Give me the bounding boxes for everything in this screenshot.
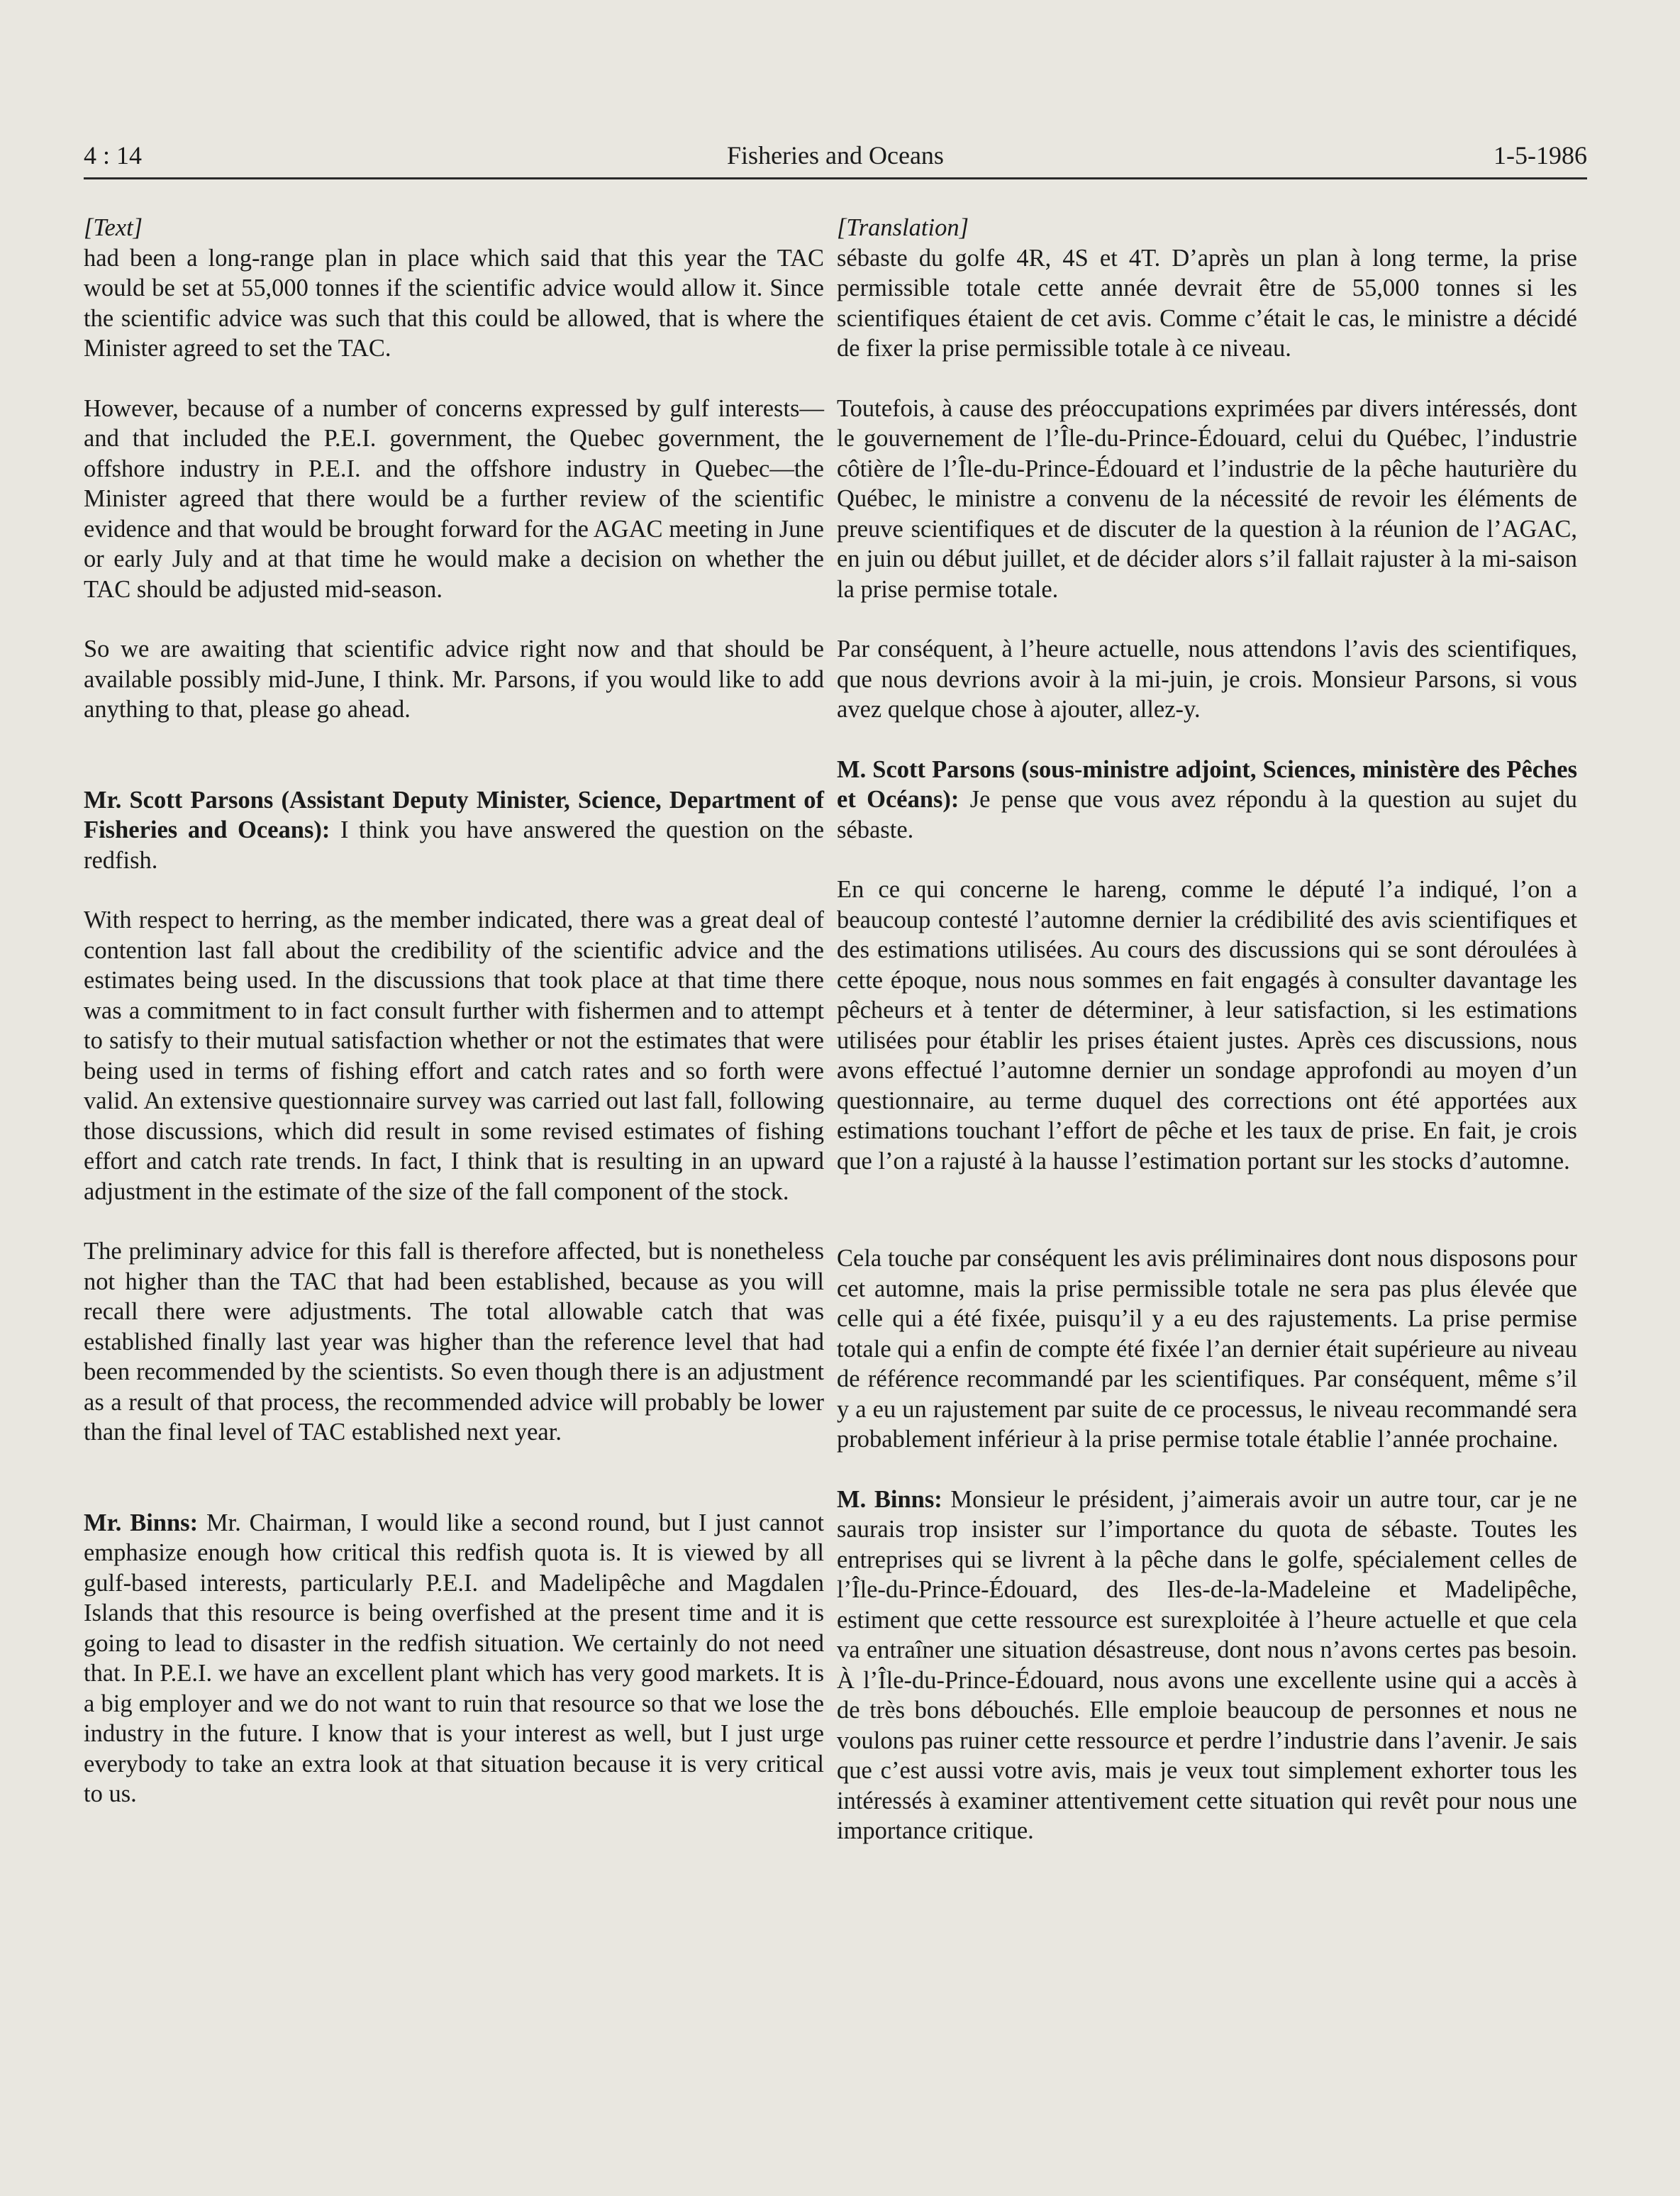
paragraph: Par conséquent, à l’heure actuelle, nous attendons l’avis des scientifiques, que nous devrions avoir à la mi-juin, je crois. Monsieur Parsons, si vous avez quelque chose à ajouter, allez-y.	[837, 636, 1577, 723]
speech-text: I think you have answered the question on the redfish.	[84, 816, 825, 874]
issue-date: 1-5-1986	[1493, 141, 1587, 170]
speaker-name: M. Binns:	[837, 1485, 942, 1513]
speaker-name: Mr. Binns:	[84, 1509, 199, 1536]
speech-text: Monsieur le président, j’aimerais avoir un autre tour, car je ne saurais trop insister sur l’importance du quota de sébaste. Toutes les entreprises qui se livrent à la pêche dans le golfe, spécialement celles de l’Île-du-Prince-Édouard, des Iles-de-la-Madeleine et Madelipêche, estiment que cette ressource est surexploitée à l’heure actuelle et que cela va entraîner une situation désastreuse, dont nous n’avons certes pas besoin. À l’Île-du-Prince-Édouard, nous avons une excellente usine qui a accès à de très bons débouchés. Elle emploie beaucoup de personnes et nous ne voulons pas ruiner cette ressource et perdre l’industrie dans l’avenir. Je sais que c’est aussi votre avis, mais je veux tout simplement exhorter tous les intéressés à examiner attentivement cette situation qui revêt pour nous une importance critique.	[837, 1485, 1577, 1844]
paragraph: With respect to herring, as the member indicated, there was a great deal of contention last fall about the credibility of the scientific advice and the estimates being used. In the discussions that took place at that time there was a commitment to in fact consult further with fishermen and to attempt to satisfy to their mutual satisfaction whether or not the estimates that were being used in terms of fishing effort and catch rates and so forth were valid. An extensive questionnaire survey was carried out last fall, following those discussions, which did result in some revised estimates of fishing effort and catch rate trends. In fact, I think that is resulting in an upward adjustment in the estimate of the size of the fall component of the stock.	[84, 906, 824, 1205]
paragraph: Toutefois, à cause des préoccupations exprimées par divers intéressés, dont le gouvernement de l’Île-du-Prince-Édouard, celui du Québec, l’industrie côtière de l’Île-du-Prince-Édouard et l’industrie de la pêche hauturière du Québec, le ministre a convenu de la nécessité de revoir les éléments de preuve scientifiques et de discuter de la question à la réunion de l’AGAC, en juin ou début juillet, et de décider alors s’il fallait rajuster à la mi-saison la prise permise totale.	[837, 394, 1577, 603]
page-header	[84, 140, 1587, 180]
paragraph: However, because of a number of concerns expressed by gulf interests—and that included the P.E.I. government, the Quebec government, the offshore industry in P.E.I. and the offshore industry in Quebec—the Minister agreed that there would be a further review of the scientific evidence and that would be brought forward for the AGAC meeting in June or early July and at that time he would make a decision on whether the TAC should be adjusted mid-season.	[84, 394, 824, 603]
paragraph: sébaste du golfe 4R, 4S et 4T. D’après un plan à long terme, la prise permissible totale cette année devrait être de 55,000 tonnes si les scientifiques étaient de cet avis. Comme c’était le cas, le ministre a décidé de fixer la prise permissible totale à ce niveau.	[837, 244, 1577, 362]
paragraph: Cela touche par conséquent les avis préliminaires dont nous disposons pour cet automne, mais la prise permissible totale ne sera pas plus élevée que celle qui a été fixée, puisqu’il y a eu des rajustements. La prise permise totale qui a enfin de compte été fixée l’an dernier était supérieure au niveau de référence recommandé par les scientifiques. Par conséquent, même s’il y a eu un rajustement par suite de ce processus, le niveau recommandé sera probablement inférieur à la prise permise totale établie l’année prochaine.	[837, 1245, 1577, 1453]
paragraph: had been a long-range plan in place which said that this year the TAC would be set at 55,000 tonnes if the scientific advice would allow it. Since the scientific advice was such that this could be allowed, that is where the Minister agreed to set the TAC.	[84, 244, 824, 362]
french-column	[837, 213, 1577, 1846]
english-column	[84, 213, 824, 1809]
speaker-paragraph	[837, 755, 1577, 845]
paragraph: The preliminary advice for this fall is therefore affected, but is nonetheless not higher than the TAC that had been established, because as you will recall there were adjustments. The total allowable catch that was established finally last year was higher than the reference level that had been recommended by the scientists. So even though there is an adjustment as a result of that process, the recommended advice will probably be lower than the final level of TAC established next year.	[84, 1238, 824, 1446]
speaker-paragraph	[837, 1485, 1577, 1846]
speaker-name: Mr. Scott Parsons (Assistant Deputy Minister, Science, Department of Fisheries and Oceans):	[84, 786, 824, 843]
speech-text: Mr. Chairman, I would like a second round, but I just cannot emphasize enough how critical this redfish quota is. It is viewed by all gulf-based interests, particularly P.E.I. and Madelipêche and Magdalen Islands that this resource is being overfished at the present time and it is going to lead to disaster in the redfish situation. We certainly do not need that. In P.E.I. we have an excellent plant which has very good markets. It is a big employer and we do not want to ruin that resource so that we lose the industry in the future. I know that is your interest as well, but I just urge everybody to take an extra look at that situation because it is very critical to us.	[84, 1509, 824, 1807]
publication-title: Fisheries and Oceans	[727, 141, 944, 170]
page-number: 4 : 14	[84, 141, 143, 170]
speaker-paragraph	[84, 785, 824, 876]
paragraph: So we are awaiting that scientific advice right now and that should be available possibly mid-June, I think. Mr. Parsons, if you would like to add anything to that, please go ahead.	[84, 636, 824, 723]
speaker-name: M. Scott Parsons (sous-ministre adjoint, Sciences, ministère des Pêches et Océans):	[837, 755, 1577, 813]
paragraph: En ce qui concerne le hareng, comme le député l’a indiqué, l’on a beaucoup contesté l’automne dernier la crédibilité des avis scientifiques et des estimations utilisées. Au cours des discussions qui se sont déroulées à cette époque, nous nous sommes en fait engagés à consulter davantage les pêcheurs et à tenter de déterminer, à leur satisfaction, si les estimations utilisées pour établir les prises étaient justes. Après ces discussions, nous avons effectué l’automne dernier un sondage approfondi au moyen d’un questionnaire, au terme duquel des corrections ont été apportées aux estimations touchant l’effort de pêche et les taux de prise. En fait, je crois que l’on a rajusté à la hausse l’estimation portant sur les stocks d’automne.	[837, 876, 1577, 1175]
header-rule	[84, 177, 1587, 179]
translation-marker: [Translation]	[837, 214, 969, 241]
speech-text: Je pense que vous avez répondu à la question au sujet du sébaste.	[837, 786, 1577, 843]
speaker-paragraph	[84, 1508, 824, 1809]
text-marker: [Text]	[84, 214, 143, 241]
